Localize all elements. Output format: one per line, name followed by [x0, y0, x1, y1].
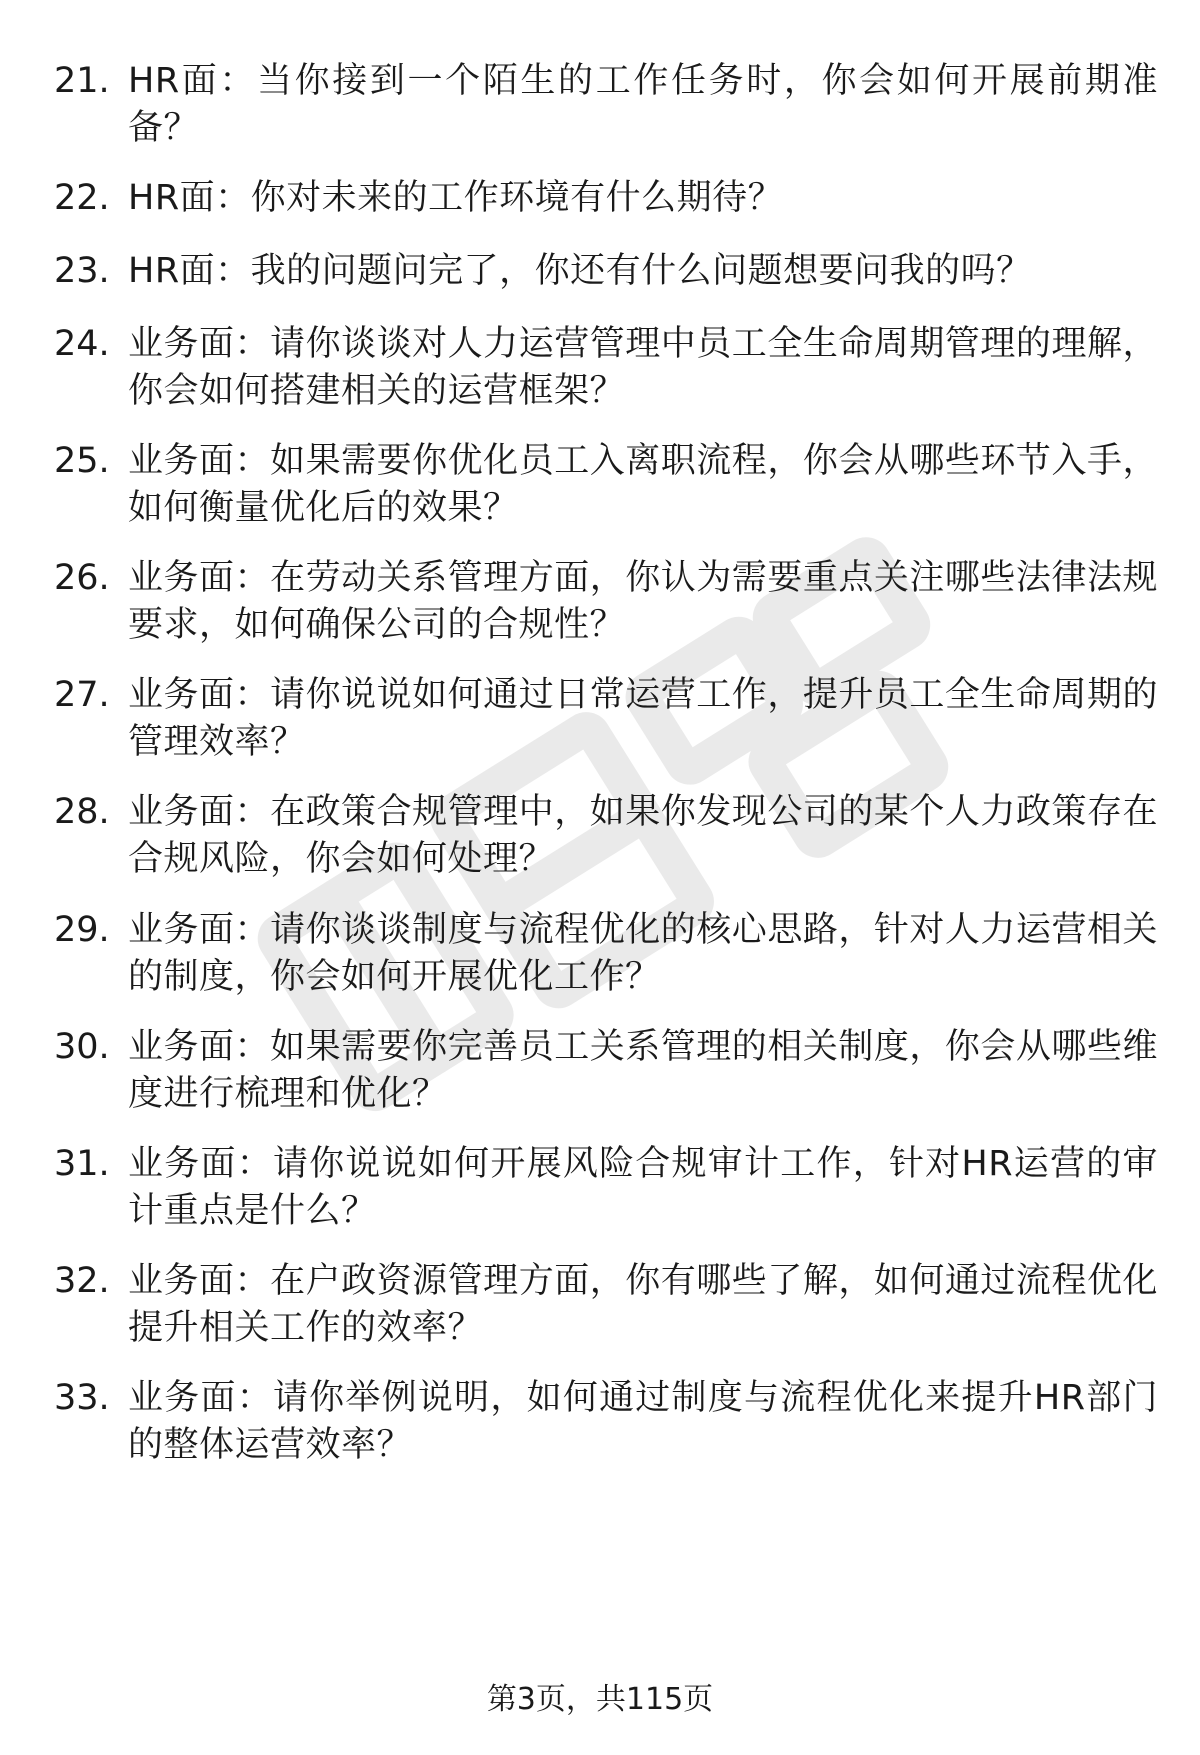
question-number: 24.	[54, 324, 110, 364]
question-number: 25.	[54, 441, 110, 481]
question-text: HR面：我的问题问完了，你还有什么问题想要问我的吗？	[128, 251, 1032, 291]
question-text: HR面：你对未来的工作环境有什么期待？	[128, 178, 784, 218]
question-number: 21.	[54, 61, 110, 101]
page-number: 第3页，共115页	[486, 1682, 714, 1717]
question-number: 26.	[54, 558, 110, 598]
question-text: 业务面：在户政资源管理方面，你有哪些了解，如何通过流程优化提升相关工作的效率？	[128, 1261, 1158, 1348]
question-number: 32.	[54, 1261, 110, 1301]
question-number: 29.	[54, 910, 110, 950]
question-text: 业务面：在劳动关系管理方面，你认为需要重点关注哪些法律法规要求，如何确保公司的合规性？	[128, 558, 1158, 645]
question-number: 27.	[54, 675, 110, 715]
question-number: 22.	[54, 178, 110, 218]
question-number: 30.	[54, 1027, 110, 1067]
question-text: 业务面：请你谈谈制度与流程优化的核心思路，针对人力运营相关的制度，你会如何开展优化工作？	[128, 910, 1158, 997]
question-number: 33.	[54, 1378, 110, 1418]
question-number: 23.	[54, 251, 110, 291]
question-text: 业务面：请你举例说明，如何通过制度与流程优化来提升HR部门的整体运营效率？	[128, 1378, 1158, 1465]
question-number: 31.	[54, 1144, 110, 1184]
question-text: 业务面：请你说说如何开展风险合规审计工作，针对HR运营的审计重点是什么？	[128, 1144, 1158, 1231]
question-number: 28.	[54, 792, 110, 832]
question-text: HR面：当你接到一个陌生的工作任务时，你会如何开展前期准备？	[128, 61, 1158, 148]
question-text: 业务面：如果需要你完善员工关系管理的相关制度，你会从哪些维度进行梳理和优化？	[128, 1027, 1158, 1114]
question-text: 业务面：如果需要你优化员工入离职流程，你会从哪些环节入手，如何衡量优化后的效果？	[128, 441, 1158, 528]
question-text: 业务面：请你谈谈对人力运营管理中员工全生命周期管理的理解，你会如何搭建相关的运营框架？	[128, 324, 1158, 411]
question-text: 业务面：请你说说如何通过日常运营工作，提升员工全生命周期的管理效率？	[128, 675, 1158, 762]
question-text: 业务面：在政策合规管理中，如果你发现公司的某个人力政策存在合规风险，你会如何处理？	[128, 792, 1158, 879]
